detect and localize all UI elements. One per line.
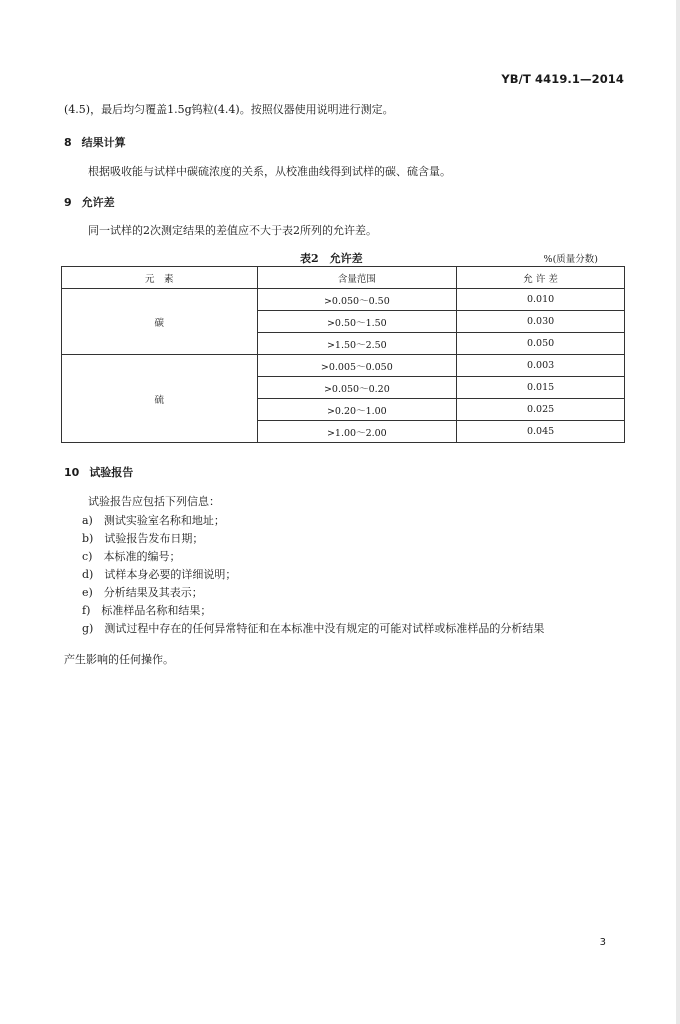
element-carbon: 碳 — [62, 289, 258, 355]
range-cell: >0.50～1.50 — [257, 311, 457, 333]
header-range: 含量范围 — [257, 267, 457, 289]
list-item-continuation: 产生影响的任何操作。 — [64, 653, 174, 666]
table-row — [62, 355, 625, 377]
range-cell: >0.050～0.50 — [257, 289, 457, 311]
section-8-body: 根据吸收能与试样中碳硫浓度的关系，从校准曲线得到试样的碳、硫含量。 — [88, 165, 451, 178]
tolerance-table — [61, 266, 625, 443]
range-cell: >1.50～2.50 — [257, 333, 457, 355]
range-cell: >1.00～2.00 — [257, 421, 457, 443]
section-8-heading — [64, 134, 126, 150]
list-item: f) 标准样品名称和结果； — [82, 604, 212, 617]
list-item: d) 试样本身必要的详细说明； — [82, 568, 237, 581]
section-8-title: 结果计算 — [81, 136, 126, 149]
section-9-body: 同一试样的2次测定结果的差值应不大于表2所列的允许差。 — [88, 224, 377, 237]
section-10-number: 10 — [64, 466, 80, 479]
range-cell: >0.005～0.050 — [257, 355, 457, 377]
tolerance-cell: 0.030 — [457, 311, 625, 333]
list-item: c) 本标准的编号； — [82, 550, 181, 563]
tolerance-cell: 0.003 — [457, 355, 625, 377]
table-row — [62, 289, 625, 311]
range-cell: >0.20～1.00 — [257, 399, 457, 421]
header-tolerance: 允 许 差 — [457, 267, 625, 289]
element-sulfur: 硫 — [62, 355, 258, 443]
section-10-heading — [64, 464, 133, 480]
section-10-intro: 试验报告应包括下列信息： — [88, 495, 220, 508]
list-item: a) 测试实验室名称和地址； — [82, 514, 225, 527]
range-cell: >0.050～0.20 — [257, 377, 457, 399]
table-caption: 表2 允许差 — [300, 252, 363, 265]
tolerance-cell: 0.010 — [457, 289, 625, 311]
standard-number: YB/T 4419.1—2014 — [501, 72, 624, 86]
continued-paragraph: (4.5)，最后均匀覆盖1.5g钨粒(4.4)。按照仪器使用说明进行测定。 — [64, 103, 394, 116]
list-item: b) 试验报告发布日期； — [82, 532, 204, 545]
table-header-row — [62, 267, 625, 289]
report-item-list — [82, 512, 544, 638]
header-element: 元 素 — [62, 267, 258, 289]
list-item: g) 测试过程中存在的任何异常特征和在本标准中没有规定的可能对试样或标准样品的分析结果 — [82, 622, 545, 635]
tolerance-cell: 0.015 — [457, 377, 625, 399]
tolerance-cell: 0.050 — [457, 333, 625, 355]
section-10-title: 试验报告 — [89, 466, 134, 479]
section-9-number: 9 — [64, 196, 72, 209]
section-9-heading — [64, 194, 115, 210]
section-8-number: 8 — [64, 136, 72, 149]
page-number: 3 — [599, 937, 606, 948]
table-unit: %(质量分数) — [543, 254, 598, 265]
list-item: e) 分析结果及其表示； — [82, 586, 203, 599]
tolerance-cell: 0.025 — [457, 399, 625, 421]
section-9-title: 允许差 — [81, 196, 115, 209]
tolerance-cell: 0.045 — [457, 421, 625, 443]
